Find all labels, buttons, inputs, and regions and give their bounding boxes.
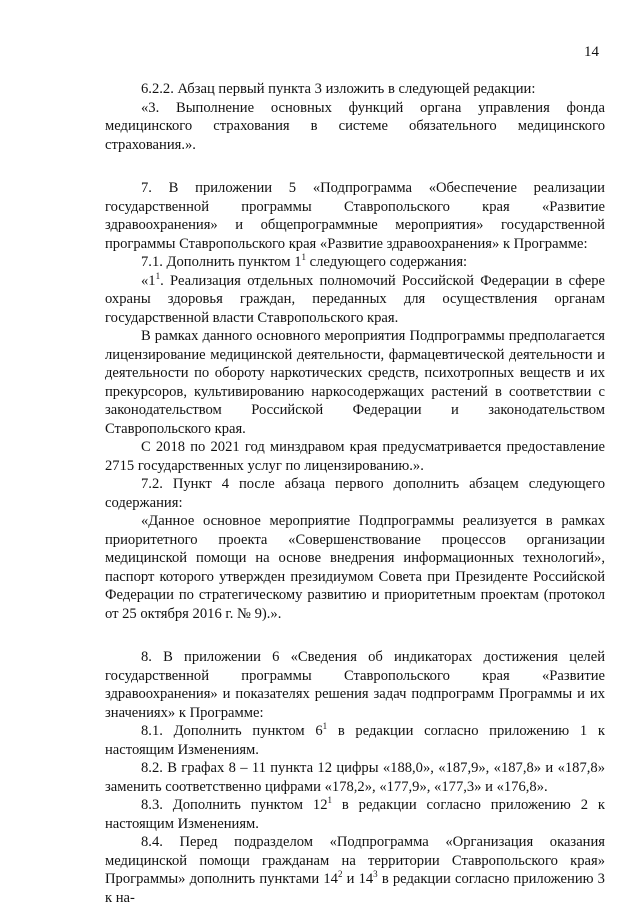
document-body [105,80,605,907]
paragraph-1-1: «$1^1$. Реализация отдельных полномочий Российской Федерации в сфере охраны здоровья граждан, переданных для осуществления органам государственной власти Ставропольского края. [105,270,605,326]
paragraph-8: 8. В приложении 6 «Сведения об индикаторах достижения целей государственной программы Ставропольского края «Развитие здравоохранения» и показателях решения задач подпрограмм Программы и их значениях» к Программе: [105,649,605,721]
paragraph-2018-2021: С 2018 по 2021 год минздравом края предусматривается предоставление 2715 государственных услуг по лицензированию.». [105,439,605,474]
paragraph-6-2-2: 6.2.2. Абзац первый пункта 3 изложить в следующей редакции: [141,81,536,97]
paragraph-8-1: 8.1. Дополнить пунктом $6^1$ в редакции согласно приложению 1 к настоящим Изменениям. [105,721,605,758]
paragraph-7: 7. В приложении 5 «Подпрограмма «Обеспечение реализации государственной программы Ставропольского края «Развитие здравоохранения» и общепрограммные мероприятия» государственной программы Ставропольского края «Развитие здравоохранения» к Программе: [105,180,605,252]
paragraph-7-1: 7.1. Дополнить пунктом $1^1$ следующего содержания: [141,252,468,270]
paragraph-8-3: 8.3. Дополнить пунктом $12^1$ в редакции согласно приложению 2 к настоящим Изменениям. [105,795,605,832]
paragraph-7-2: 7.2. Пункт 4 после абзаца первого дополнить абзацем следующего содержания: [105,476,605,511]
paragraph-6-2-2-text: «3. Выполнение основных функций органа управления фонда медицинского страхования в системе обязательного медицинского страхования.». [105,99,605,153]
paragraph-8-4: 8.4. Перед подразделом «Подпрограмма «Организация оказания медицинской помощи гражданам на территории Ставропольского края» Программы» дополнить пунктами $14^2$ и $14^3$ в редакции согласно приложению 3 к на- [105,834,605,906]
paragraph-priority-project: «Данное основное мероприятие Подпрограммы реализуется в рамках приоритетного проекта «Совершенствование процессов организации медицинской помощи на основе внедрения информационных технологий», паспорт которого утвержден президиумом Совета при Президенте Российской Федерации по стратегическому развитию и приоритетным проектам (протокол от 25 октября 2016 г. № 9).». [105,513,605,622]
page-number: 14 [584,44,599,60]
paragraph-licensing: В рамках данного основного мероприятия Подпрограммы предполагается лицензирование медицинской деятельности, фармацевтической деятельности и деятельности по обороту наркотических средств, психотропных веществ и их прекурсоров, культивированию наркосодержащих растений в соответствии с законодательством Российской Федерации и законодательством Ставропольского края. [105,328,605,437]
paragraph-8-2: 8.2. В графах 8 – 11 пункта 12 цифры «188,0», «187,9», «187,8» и «187,8» заменить соответственно цифрами «178,2», «177,9», «177,3» и «176,8». [105,760,605,795]
